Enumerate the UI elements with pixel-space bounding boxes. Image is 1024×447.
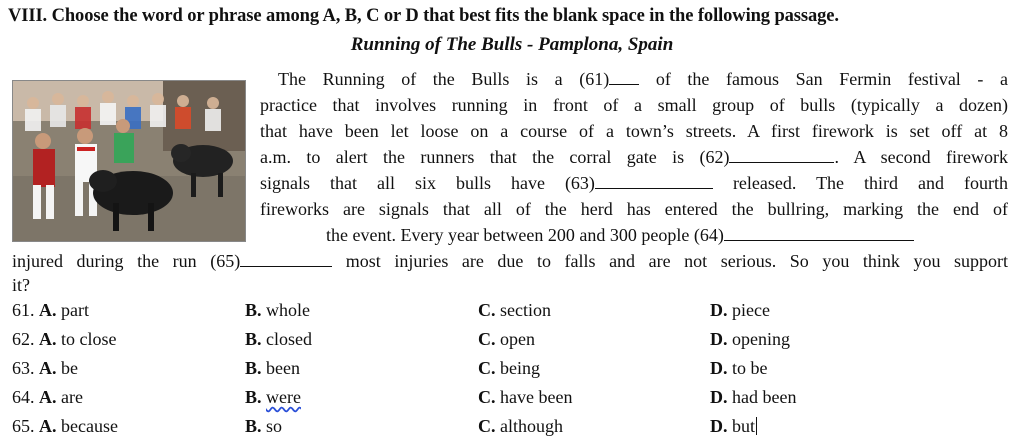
exercise-heading: VIII. Choose the word or phrase among A, B, C or D that best fits the blank space in the following passage. xyxy=(8,6,839,26)
bull-run-illustration xyxy=(13,81,245,241)
option-letter: B. xyxy=(245,300,262,320)
passage-text: the event. Every year between 200 and 300 people (64) xyxy=(326,225,724,245)
option-62-d[interactable] xyxy=(710,329,790,350)
option-65-d[interactable] xyxy=(710,416,757,437)
option-letter: D. xyxy=(710,300,728,320)
option-62-a[interactable] xyxy=(12,329,117,350)
answer-options xyxy=(12,300,1012,445)
option-62-c[interactable] xyxy=(478,329,535,350)
option-64-a[interactable] xyxy=(12,387,83,408)
option-61-d[interactable] xyxy=(710,300,770,321)
option-letter: A. xyxy=(39,387,57,407)
option-text: piece xyxy=(732,300,770,320)
question-number: 65. xyxy=(12,416,35,436)
passage-text: . A second firework xyxy=(834,147,1008,167)
passage-line-3: that have been let loose on a course of a town’s streets. A first firework is set off at 8 xyxy=(260,121,1008,141)
passage-title: Running of The Bulls - Pamplona, Spain xyxy=(350,34,674,55)
option-letter: D. xyxy=(710,416,728,436)
passage-line-1 xyxy=(278,68,1008,90)
passage-line-9: it? xyxy=(12,275,30,295)
question-number: 62. xyxy=(12,329,35,349)
passage-line-2: practice that involves running in front of a small group of bulls (typically a dozen) xyxy=(260,95,1008,115)
option-letter: C. xyxy=(478,329,496,349)
option-letter: B. xyxy=(245,416,262,436)
question-row-62 xyxy=(12,329,1012,358)
blank-64[interactable] xyxy=(724,226,914,241)
option-letter: A. xyxy=(39,329,57,349)
passage-text: signals that all six bulls have (63) xyxy=(260,173,595,193)
option-letter: A. xyxy=(39,300,57,320)
option-letter: A. xyxy=(39,416,57,436)
passage-text: a.m. to alert the runners that the corral gate is (62) xyxy=(260,147,730,167)
question-row-64 xyxy=(12,387,1012,416)
passage-text: released. The third and fourth xyxy=(732,173,1009,193)
option-text: open xyxy=(500,329,535,349)
question-row-63 xyxy=(12,358,1012,387)
option-text: have been xyxy=(500,387,573,407)
option-64-d[interactable] xyxy=(710,387,796,408)
passage-text: of the famous San Fermin festival - a xyxy=(655,69,1008,89)
text-cursor xyxy=(756,417,757,435)
question-row-61 xyxy=(12,300,1012,329)
option-65-b[interactable] xyxy=(245,416,282,437)
option-text: being xyxy=(500,358,540,378)
option-letter: C. xyxy=(478,358,496,378)
option-text: part xyxy=(61,300,89,320)
option-text: although xyxy=(500,416,563,436)
passage-line-8 xyxy=(12,250,1008,272)
option-64-c[interactable] xyxy=(478,387,572,408)
blank-61[interactable] xyxy=(609,70,639,85)
passage-text: injured during the run (65) xyxy=(12,251,241,271)
option-letter: B. xyxy=(245,329,262,349)
passage-line-5 xyxy=(260,172,1008,194)
option-65-c[interactable] xyxy=(478,416,563,437)
option-61-c[interactable] xyxy=(478,300,551,321)
blank-65[interactable] xyxy=(240,252,332,267)
question-number: 61. xyxy=(12,300,35,320)
option-text: be xyxy=(61,358,78,378)
question-number: 64. xyxy=(12,387,35,407)
option-letter: D. xyxy=(710,329,728,349)
passage-text: most injuries are due to falls and are not serious. So you think you support xyxy=(345,251,1009,271)
option-63-b[interactable] xyxy=(245,358,300,379)
option-text: been xyxy=(266,358,300,378)
option-text: are xyxy=(61,387,83,407)
option-text: closed xyxy=(266,329,312,349)
option-text: opening xyxy=(732,329,790,349)
option-text: so xyxy=(266,416,283,436)
question-row-65 xyxy=(12,416,1012,445)
bull-run-photo xyxy=(12,80,246,242)
question-number: 63. xyxy=(12,358,35,378)
option-letter: B. xyxy=(245,387,262,407)
option-64-b[interactable] xyxy=(245,387,301,408)
option-61-b[interactable] xyxy=(245,300,310,321)
passage-text: The Running of the Bulls is a (61) xyxy=(278,69,610,89)
option-63-d[interactable] xyxy=(710,358,768,379)
passage-line-6: fireworks are signals that all of the herd has entered the bullring, marking the end of xyxy=(260,199,1008,219)
option-61-a[interactable] xyxy=(12,300,89,321)
option-text: but xyxy=(732,416,756,436)
option-letter: C. xyxy=(478,387,496,407)
option-letter: B. xyxy=(245,358,262,378)
option-letter: A. xyxy=(39,358,57,378)
option-63-c[interactable] xyxy=(478,358,540,379)
blank-63[interactable] xyxy=(595,174,713,189)
option-text: whole xyxy=(266,300,311,320)
option-text: to be xyxy=(732,358,768,378)
option-letter: D. xyxy=(710,358,728,378)
blank-62[interactable] xyxy=(729,148,834,163)
passage-line-7 xyxy=(326,224,1008,246)
option-letter: C. xyxy=(478,416,496,436)
option-65-a[interactable] xyxy=(12,416,118,437)
option-text: to close xyxy=(61,329,117,349)
option-letter: D. xyxy=(710,387,728,407)
passage-line-4 xyxy=(260,146,1008,168)
option-text: because xyxy=(61,416,118,436)
option-text: section xyxy=(500,300,551,320)
option-62-b[interactable] xyxy=(245,329,312,350)
option-text: were xyxy=(266,387,301,407)
option-letter: C. xyxy=(478,300,496,320)
option-text: had been xyxy=(732,387,797,407)
option-63-a[interactable] xyxy=(12,358,78,379)
